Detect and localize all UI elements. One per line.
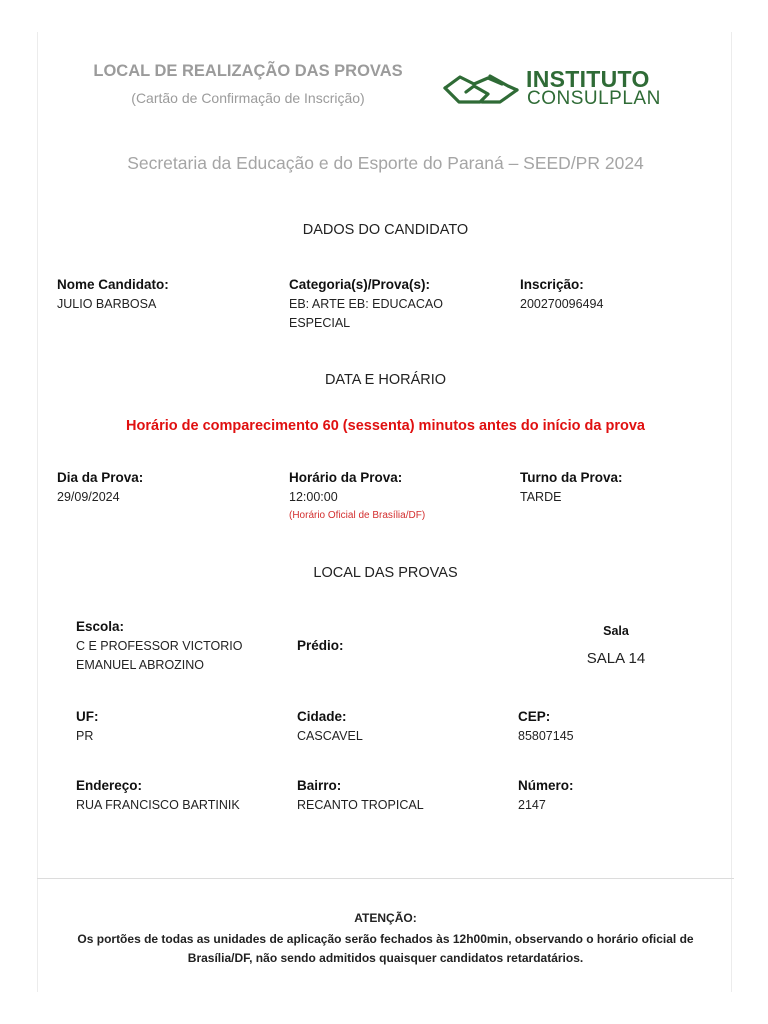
school-value-line2: EMANUEL ABROZINO [76,658,205,672]
uf-label: UF: [76,709,99,724]
school-field [76,617,286,675]
confirmation-card [37,32,732,992]
exam-time-value: 12:00:00 [289,490,338,504]
arrival-warning: Horário de comparecimento 60 (sessenta) minutos antes do início da prova [126,418,645,434]
uf-value: PR [76,729,94,743]
exam-day-field [57,468,277,507]
room-value: SALA 14 [586,650,646,667]
exam-time-field [289,468,509,525]
schedule-section-title: DATA E HORÁRIO [324,372,447,388]
category-value-line2: ESPECIAL [289,316,351,330]
exam-day-label: Dia da Prova: [57,470,144,485]
logo-text-line2: CONSULPLAN [527,88,661,109]
address-value: RUA FRANCISCO BARTINIK [76,798,240,812]
candidate-name-label: Nome Candidato: [57,277,169,292]
exam-time-label: Horário da Prova: [289,470,403,485]
category-value-line1: EB: ARTE EB: EDUCACAO [289,297,443,311]
city-label: Cidade: [297,709,347,724]
exam-shift-value: TARDE [520,490,562,504]
number-field [518,776,708,815]
candidate-name-field [57,275,277,314]
exam-time-note: (Horário Oficial de Brasília/DF) [289,510,426,521]
exam-day-value: 29/09/2024 [57,490,120,504]
uf-field [76,707,276,746]
city-field [297,707,497,746]
attention-title: ATENÇÃO: [354,911,417,925]
city-value: CASCAVEL [297,729,363,743]
cep-label: CEP: [518,709,551,724]
section-divider [37,878,734,879]
building-label: Prédio: [297,638,344,653]
cep-value: 85807145 [518,729,574,743]
district-value: RECANTO TROPICAL [297,798,424,812]
instituto-consulplan-logo [442,66,672,112]
candidate-name-value: JULIO BARBOSA [57,297,157,311]
registration-value: 200270096494 [520,297,604,311]
registration-label: Inscrição: [520,277,584,292]
handshake-icon [442,72,520,106]
address-field [76,776,286,815]
number-value: 2147 [518,798,546,812]
candidate-section-title: DADOS DO CANDIDATO [302,222,469,238]
attention-text: Os portões de todas as unidades de aplicação serão fechados às 12h00min, observando o horário oficial de Brasília/DF, não sendo admitidos quaisquer candidatos retardatários. [77,932,694,965]
page-title: LOCAL DE REALIZAÇÃO DAS PROVAS [93,62,403,80]
address-label: Endereço: [76,778,143,793]
district-label: Bairro: [297,778,342,793]
page-subtitle: (Cartão de Confirmação de Inscrição) [131,90,365,106]
logo-text-line1: INSTITUTO [526,66,650,92]
location-section-title: LOCAL DAS PROVAS [313,565,458,581]
category-label: Categoria(s)/Prova(s): [289,277,431,292]
cep-field [518,707,708,746]
room-label: Sala [603,624,629,638]
category-field [289,275,509,333]
building-field [297,636,497,656]
exam-title: Secretaria da Educação e do Esporte do Paraná – SEED/PR 2024 [127,153,644,173]
exam-shift-label: Turno da Prova: [520,470,623,485]
registration-field [520,275,710,314]
district-field [297,776,497,815]
number-label: Número: [518,778,574,793]
exam-shift-field [520,468,710,507]
school-value-line1: C E PROFESSOR VICTORIO [76,639,243,653]
school-label: Escola: [76,619,125,634]
